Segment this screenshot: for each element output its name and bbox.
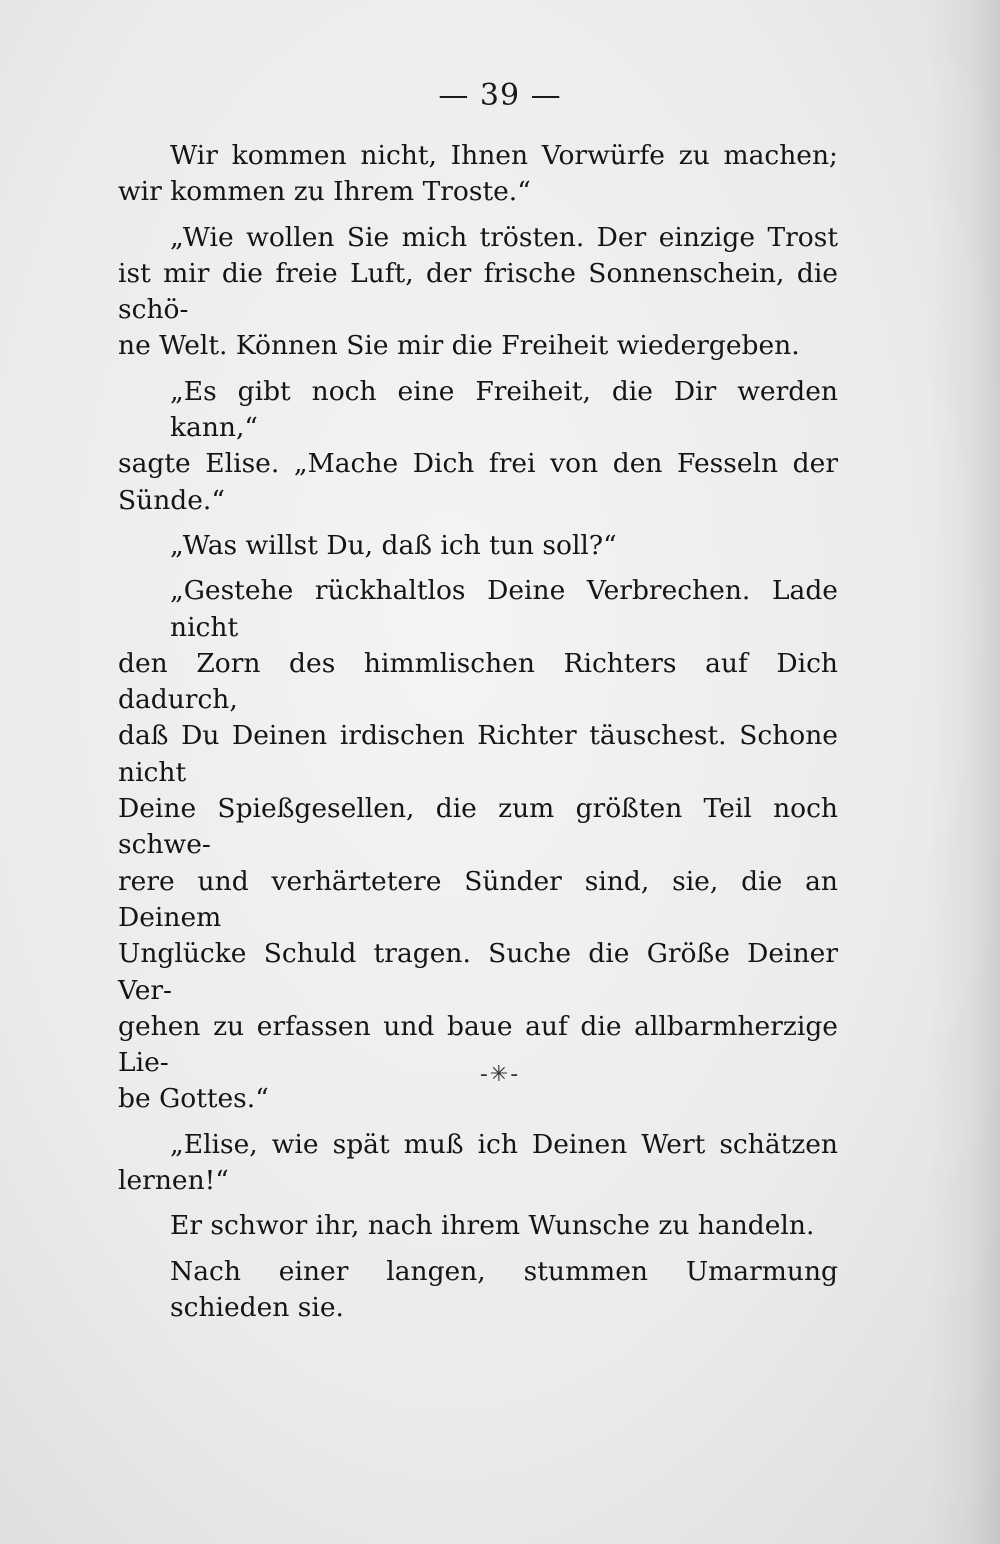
text-line: Er schwor ihr, nach ihrem Wunsche zu handeln.	[170, 1210, 815, 1242]
text-line: Sünde.“	[118, 484, 225, 516]
text-line: „Es gibt noch eine Freiheit, die Dir werden kann,“	[170, 375, 838, 444]
body-text	[118, 138, 838, 1335]
paragraph	[118, 573, 838, 1117]
paragraph	[118, 220, 838, 365]
text-line: Deine Spießgesellen, die zum größten Teil noch schwe-	[118, 793, 838, 861]
text-line: rere und verhärtetere Sünder sind, sie, die an Deinem	[118, 865, 838, 933]
paragraph	[118, 528, 838, 564]
text-line: ist mir die freie Luft, der frische Sonnenschein, die schö-	[118, 257, 838, 326]
text-line: „Was willst Du, daß ich tun soll?“	[170, 529, 617, 561]
text-line: daß Du Deinen irdischen Richter täuschest. Schone nicht	[118, 720, 838, 788]
paragraph	[118, 1127, 838, 1200]
paragraph	[118, 1208, 838, 1244]
text-line: sagte Elise. „Mache Dich frei von den Fesseln der	[118, 448, 838, 480]
text-line: wir kommen zu Ihrem Troste.“	[118, 176, 531, 208]
text-line: „Elise, wie spät muß ich Deinen Wert schätzen	[170, 1128, 838, 1160]
text-line: Nach einer langen, stummen Umarmung schieden sie.	[170, 1255, 838, 1323]
text-line: gehen zu erfassen und baue auf die allbarmherzige Lie-	[118, 1010, 838, 1079]
text-line: Unglücke Schuld tragen. Suche die Größe Deiner Ver-	[118, 938, 838, 1006]
paragraph	[118, 374, 838, 519]
paragraph	[118, 1254, 838, 1327]
text-line: „Gestehe rückhaltlos Deine Verbrechen. Lade nicht	[170, 575, 838, 643]
text-line: den Zorn des himmlischen Richters auf Dich dadurch,	[118, 647, 838, 716]
end-ornament-icon: -✳-	[479, 1062, 521, 1087]
text-line: „Wie wollen Sie mich trösten. Der einzige Trost	[170, 221, 838, 253]
page-number: — 39 —	[438, 78, 562, 113]
paragraph	[118, 138, 838, 211]
page-edge-shadow	[930, 0, 1000, 1544]
text-line: ne Welt. Können Sie mir die Freiheit wiedergeben.	[118, 330, 800, 362]
text-line: lernen!“	[118, 1165, 229, 1197]
text-line: be Gottes.“	[118, 1083, 269, 1115]
text-line: Wir kommen nicht, Ihnen Vorwürfe zu machen;	[170, 140, 838, 171]
